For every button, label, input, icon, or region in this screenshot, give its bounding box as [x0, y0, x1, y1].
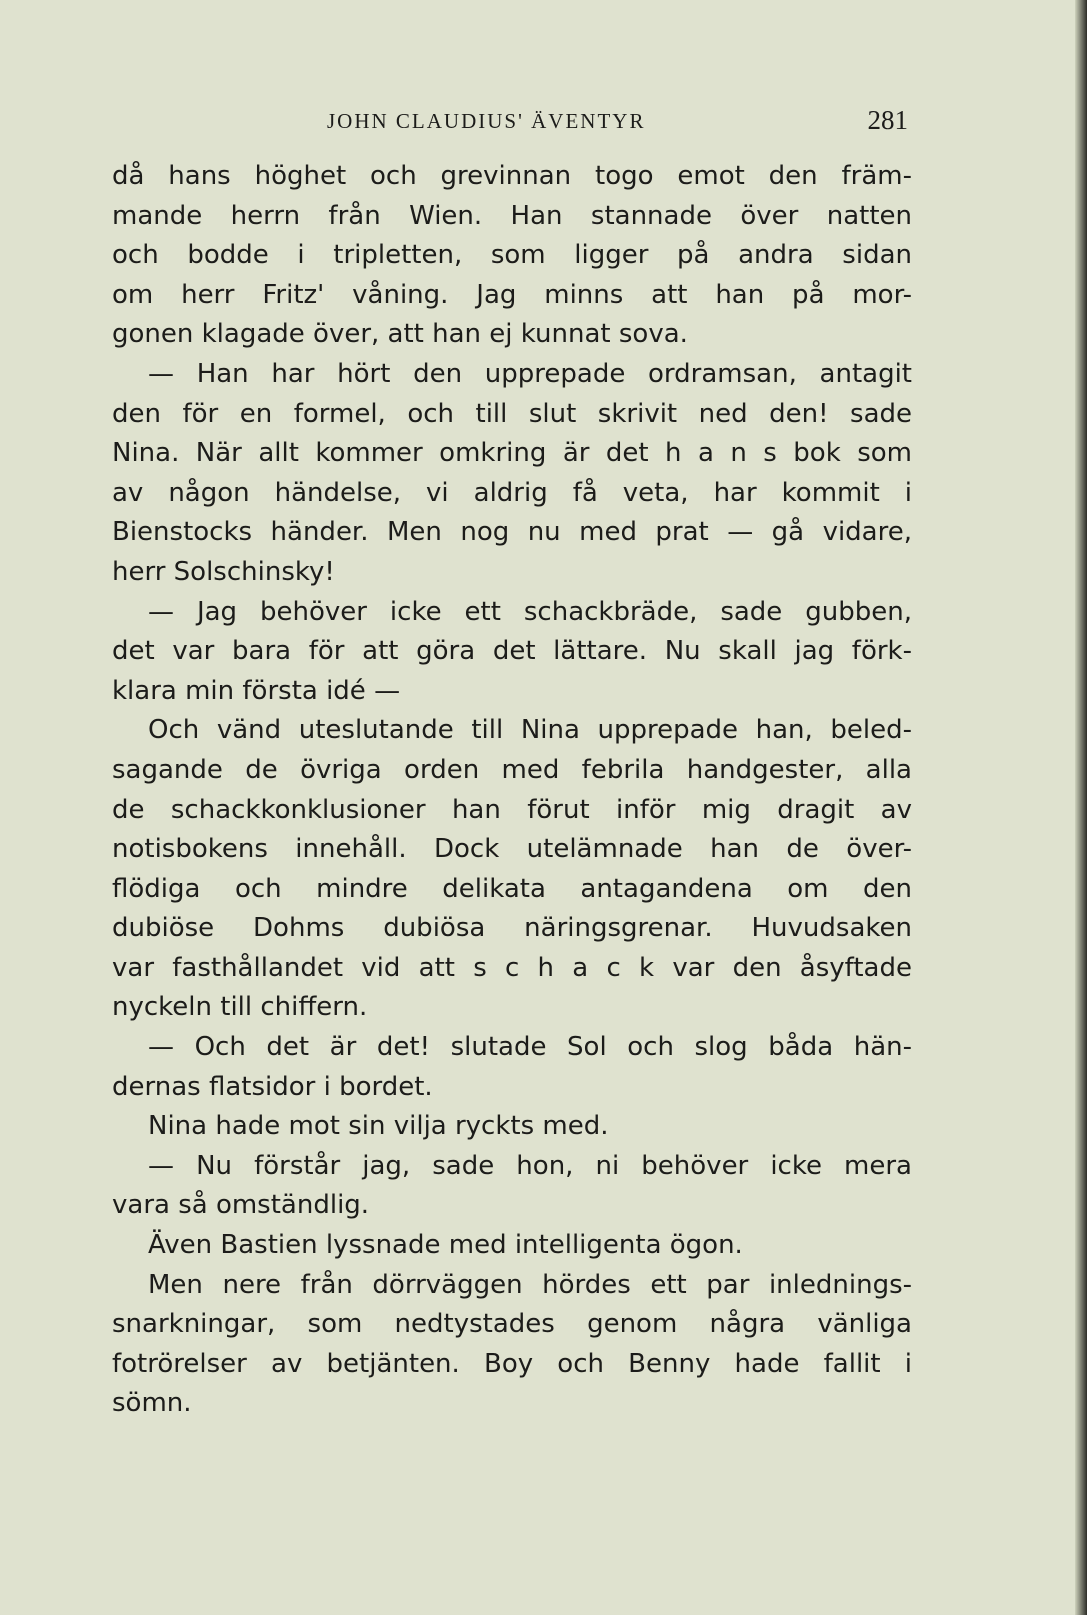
page-number: 281 [867, 105, 908, 135]
text-line: vara så omständlig. [112, 1190, 370, 1221]
text-line: notisbokens innehåll. Dock utelämnade han de över- [112, 834, 912, 865]
text-line: mande herrn från Wien. Han stannade över natten [112, 200, 912, 231]
text-line: och bodde i tripletten, som ligger på andra sidan [112, 240, 912, 271]
text-line: var fasthållandet vid att s c h a c k var den åsyftade [112, 952, 912, 983]
text-line: Nina hade mot sin vilja ryckts med. [148, 1111, 609, 1142]
text-line: Men nere från dörrväggen hördes ett par inlednings- [148, 1269, 912, 1300]
text-line: flödiga och mindre delikata antagandena om den [112, 873, 912, 904]
text-line: — Nu förstår jag, sade hon, ni behöver icke mera [148, 1150, 912, 1181]
page-edge-shadow [1075, 0, 1087, 1615]
text-line: det var bara för att göra det lättare. Nu skall jag förk- [112, 636, 912, 667]
text-line: då hans höghet och grevinnan togo emot den främ- [112, 161, 912, 191]
text-line: dernas flatsidor i bordet. [112, 1071, 433, 1102]
text-line: fotrörelser av betjänten. Boy och Benny hade fallit i [112, 1348, 912, 1379]
text-line: Och vänd uteslutande till Nina upprepade han, beled- [148, 715, 912, 746]
text-line: nyckeln till chiffern. [112, 992, 368, 1023]
text-line: Bienstocks händer. Men nog nu med prat — gå vidare, [112, 517, 912, 548]
text-line: den för en formel, och till slut skrivit ned den! sade [112, 398, 912, 429]
text-line: Nina. När allt kommer omkring är det h a n s bok som [112, 438, 912, 469]
running-title: JOHN CLAUDIUS' ÄVENTYR [327, 109, 646, 133]
text-line: — Han har hört den upprepade ordramsan, antagit [148, 358, 912, 389]
text-line: — Jag behöver icke ett schackbräde, sade gubben, [148, 596, 912, 627]
text-line: snarkningar, som nedtystades genom några vänliga [112, 1309, 912, 1340]
text-line: om herr Fritz' våning. Jag minns att han på mor- [112, 279, 912, 310]
text-line: sömn. [112, 1388, 192, 1419]
text-line: herr Solschinsky! [112, 556, 335, 587]
text-line: gonen klagade över, att han ej kunnat sova. [112, 319, 688, 350]
page-header [112, 105, 912, 137]
text-line: dubiöse Dohms dubiösa näringsgrenar. Huvudsaken [112, 913, 912, 944]
text-line: av någon händelse, vi aldrig få veta, har kommit i [112, 477, 912, 508]
body-text [112, 157, 912, 1424]
text-line: Även Bastien lyssnade med intelligenta ögon. [148, 1230, 743, 1261]
text-line: sagande de övriga orden med febrila handgester, alla [112, 754, 912, 785]
text-line: — Och det är det! slutade Sol och slog båda hän- [148, 1032, 912, 1063]
text-line: klara min första idé — [112, 675, 401, 706]
text-line: de schackkonklusioner han förut inför mig dragit av [112, 794, 912, 825]
